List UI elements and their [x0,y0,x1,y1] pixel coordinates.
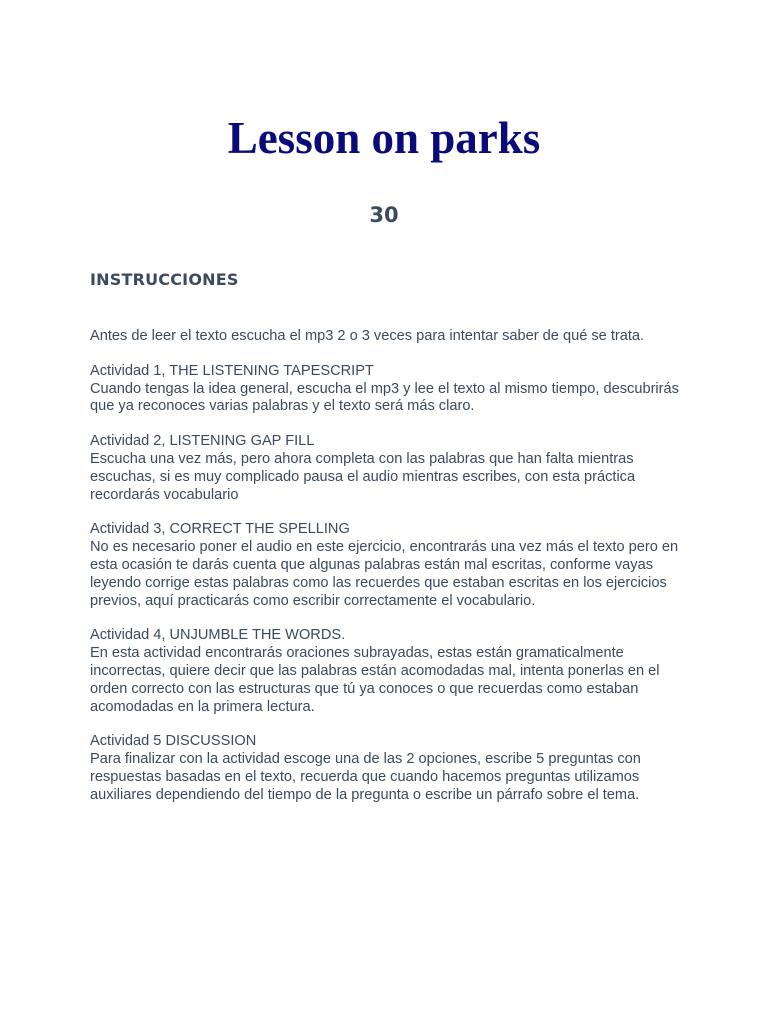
activity-3 [90,521,690,610]
lesson-number: 30 [369,203,399,227]
instructions-body [90,328,690,822]
activity-3-text: No es necesario poner el audio en este ejercicio, encontrarás una vez más el texto pero en esta ocasión te darás cuenta que algunas palabras están mal escritas, conforme vayas leyendo corrige estas palabras como las recuerdes que estaban escritas en los ejercicios previos, aquí practicarás como escribir correctamente el vocabulario. [90,539,679,609]
activity-4 [90,627,690,716]
activity-5-title: Actividad 5 DISCUSSION [90,733,257,750]
activity-4-title: Actividad 4, UNJUMBLE THE WORDS. [90,627,346,644]
activity-1 [90,363,690,416]
lesson-title: Lesson on parks [227,113,541,163]
activity-5 [90,733,690,804]
instructions-heading: INSTRUCCIONES [90,270,239,289]
activity-4-text: En esta actividad encontrarás oraciones subrayadas, estas están gramaticalmente incorrectas, quiere decir que las palabras están acomodadas mal, intenta ponerlas en el orden correcto con las estructuras que tú ya conoces o que recuerdas como estaban acomodadas en la primera lectura. [90,645,660,715]
activity-1-title: Actividad 1, THE LISTENING TAPESCRIPT [90,362,374,379]
intro-paragraph: Antes de leer el texto escucha el mp3 2 o 3 veces para intentar saber de qué se trata. [90,328,645,344]
activity-3-title: Actividad 3, CORRECT THE SPELLING [90,521,350,538]
activity-2 [90,433,690,504]
activity-2-text: Escucha una vez más, pero ahora completa con las palabras que han falta mientras escuchas, si es muy complicado pausa el audio mientras escribes, con esta práctica recordarás vocabulario [90,450,636,503]
activity-1-text: Cuando tengas la idea general, escucha el mp3 y lee el texto al mismo tiempo, descubrirás que ya reconoces varias palabras y el texto será más claro. [90,380,679,415]
activity-2-title: Actividad 2, LISTENING GAP FILL [90,433,315,450]
activity-5-text: Para finalizar con la actividad escoge una de las 2 opciones, escribe 5 preguntas con respuestas basadas en el texto, recuerda que cuando hacemos preguntas utilizamos auxiliares dependiendo del tiempo de la pregunta o escribe un párrafo sobre el tema. [90,751,641,803]
